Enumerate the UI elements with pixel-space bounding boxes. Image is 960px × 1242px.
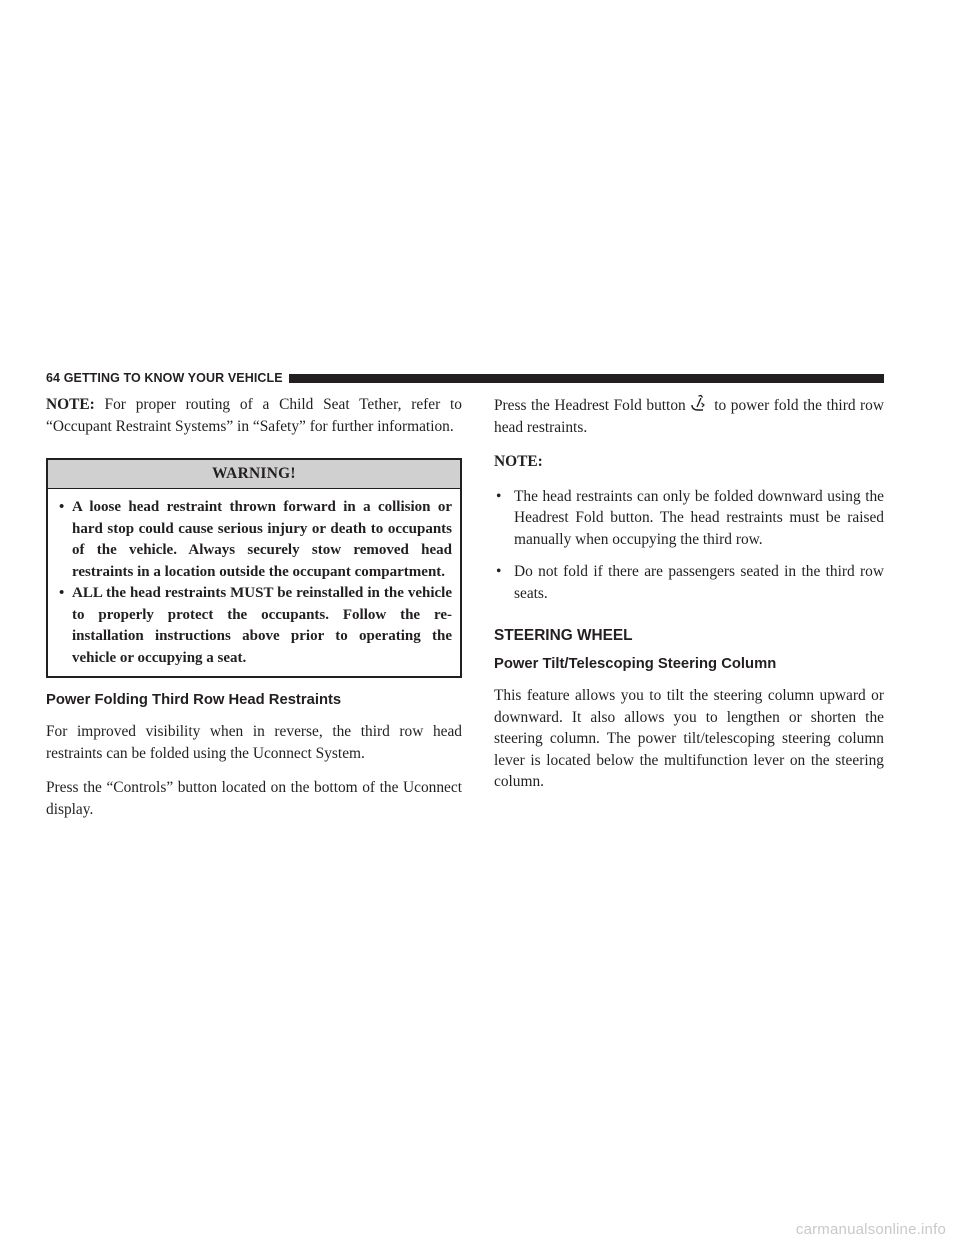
watermark-text: carmanualsonline.info (795, 1221, 946, 1238)
paragraph-visibility: For improved visibility when in reverse, the third row head restraints can be folded using the Uconnect System. (46, 723, 462, 762)
section-heading-steering-wheel: STEERING WHEEL (494, 627, 633, 644)
note-list (494, 486, 884, 605)
left-column (46, 394, 462, 833)
warning-item: • A loose head restraint thrown forward in a collision or hard stop could cause serious injury or death to occupants of the vehicle. Always securely stow removed head restraints in a location outside the occupant compartment. (59, 499, 452, 580)
section-heading-power-folding: Power Folding Third Row Head Restraints (46, 692, 342, 708)
paragraph-steering-column: This feature allows you to tilt the steering column upward or downward. It also allows you to lengthen or shorten the steering column. The power tilt/telescoping steering column lever is located below the multifunction lever on the steering column. (494, 687, 884, 790)
warning-list (48, 489, 460, 676)
note-item: • Do not fold if there are passengers seated in the third row seats. (496, 563, 884, 602)
warning-title: WARNING! (48, 460, 460, 489)
right-column (494, 394, 884, 806)
warning-item: • ALL the head restraints MUST be reinstalled in the vehicle to properly protect the occupants. Follow the re-installation instructions above prior to operating the vehicle or occupying a seat. (59, 585, 452, 666)
note-text: For proper routing of a Child Seat Tether, refer to “Occupant Restraint Systems” in “Safety” for further information. (46, 396, 462, 435)
warning-box (46, 458, 462, 678)
note-label-right: NOTE: (494, 453, 543, 470)
tether-note (46, 394, 462, 437)
page-number: 64 (46, 371, 61, 385)
page-header (46, 370, 884, 386)
note-item: • The head restraints can only be folded downward using the Headrest Fold button. The head restraints must be raised manually when occupying the third row. (496, 487, 884, 548)
headrest-fold-icon (688, 394, 708, 412)
section-title: GETTING TO KNOW YOUR VEHICLE (63, 371, 283, 385)
sub-heading-tilt-telescoping: Power Tilt/Telescoping Steering Column (494, 656, 777, 672)
fold-instruction: Press the Headrest Fold button to power fold the third row head restraints. (494, 394, 884, 438)
header-rule (289, 374, 884, 383)
paragraph-controls: Press the “Controls” button located on the bottom of the Uconnect display. (46, 779, 462, 818)
page-header-text (46, 371, 283, 385)
note-label: NOTE: (46, 396, 95, 413)
